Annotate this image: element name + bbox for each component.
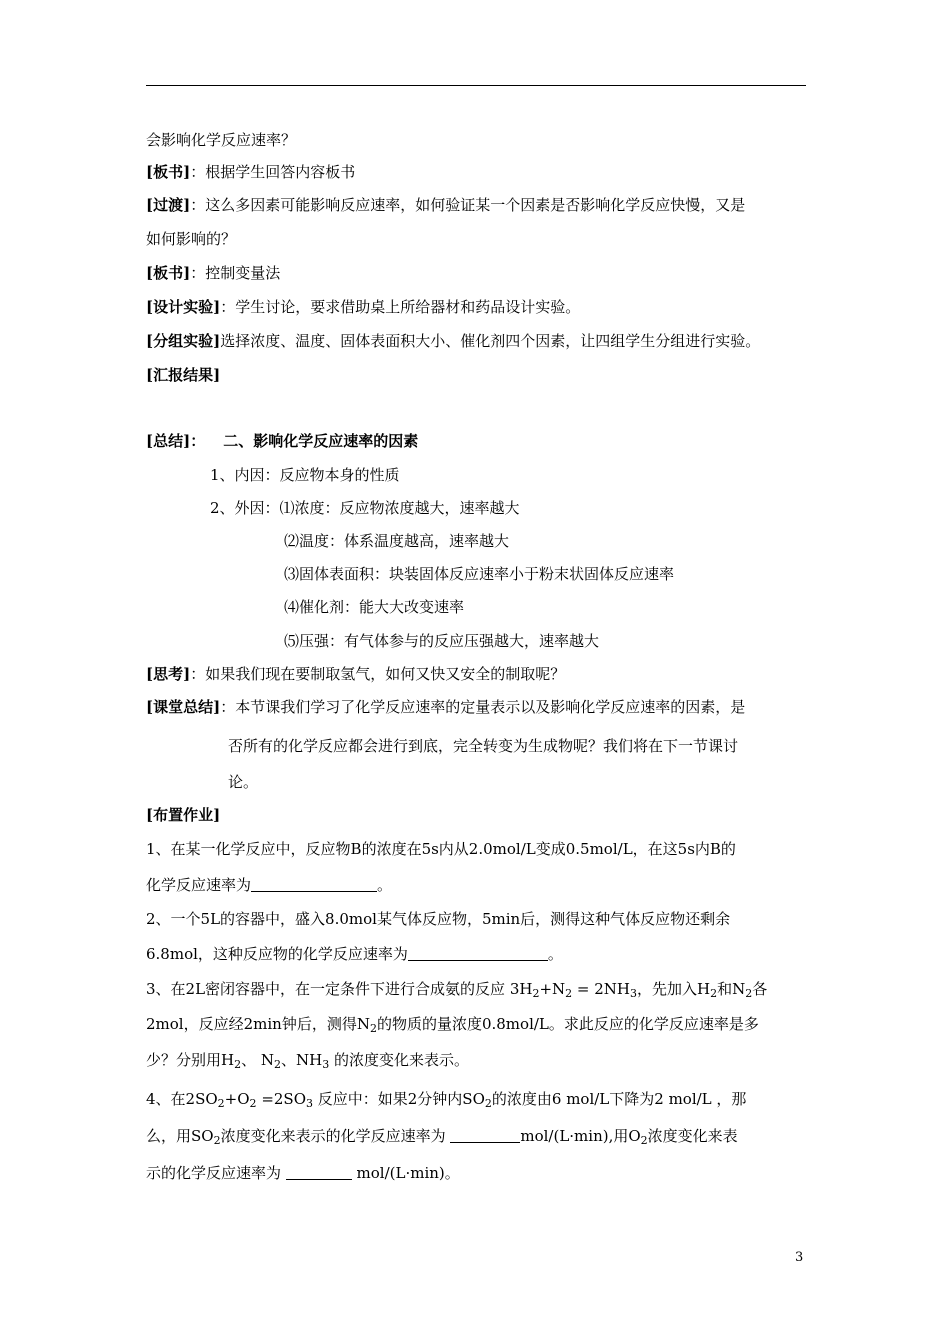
summary-item: 1、内因：反应物本身的性质 <box>210 466 400 484</box>
question-2: 2、一个5L的容器中，盛入8.0mol某气体反应物，5min后，测得这种气体反应物还剩余 <box>146 910 731 928</box>
question-4: 示的化学反应速率为 mol/(L·min)。 <box>146 1164 460 1182</box>
summary-item: ⑵温度：体系温度越高，速率越大 <box>284 532 510 550</box>
text-line: 否所有的化学反应都会进行到底，完全转变为生成物呢？我们将在下一节课讨 <box>228 737 739 755</box>
question-2: 6.8mol，这种反应物的化学反应速率为 。 <box>146 945 563 963</box>
text-line: 论。 <box>228 773 259 791</box>
text-line: 如何影响的？ <box>146 230 237 248</box>
tag-label: [思考] <box>146 665 191 683</box>
answer-blank <box>251 877 377 892</box>
text-line: 会影响化学反应速率？ <box>146 131 297 149</box>
question-4: 4、在$2SO_2+O_2 =2SO_3$ 反应中：如果2分钟内$SO_2$的浓度由6 mol/L下降为2 mol/L ，那 <box>146 1090 747 1110</box>
text-line: [板书]：根据学生回答内容板书 <box>146 163 356 181</box>
text-line: [思考]：如果我们现在要制取氢气，如何又快又安全的制取呢？ <box>146 665 566 683</box>
answer-blank <box>286 1165 352 1180</box>
question-1: 1、在某一化学反应中，反应物B的浓度在5s内从2.0mol/L变成0.5mol/L，在这5s内B的 <box>146 840 736 858</box>
text-line: [板书]：控制变量法 <box>146 264 281 282</box>
tag-label: [板书] <box>146 163 191 181</box>
text-line: [设计实验]：学生讨论，要求借助桌上所给器材和药品设计实验。 <box>146 298 581 316</box>
tag-label: [课堂总结] <box>146 698 221 716</box>
question-1: 化学反应速率为 。 <box>146 876 393 894</box>
summary-item: ⑷催化剂：能大大改变速率 <box>284 598 465 616</box>
answer-blank <box>450 1128 520 1143</box>
question-3: 少？分别用$H_2$、 $N_2$、$NH_3$ 的浓度变化来表示。 <box>146 1051 469 1071</box>
tag-label: [汇报结果] <box>146 366 221 384</box>
summary-heading: [总结]： 二、影响化学反应速率的因素 <box>146 432 419 450</box>
page-number: 3 <box>795 1250 804 1265</box>
tag-label: [分组实验] <box>146 332 221 350</box>
answer-blank <box>408 946 548 961</box>
summary-item: ⑶固体表面积：块装固体反应速率小于粉末状固体反应速率 <box>284 565 675 583</box>
question-3: 2mol，反应经2min钟后，测得$N_2$的物质的量浓度0.8mol/L。求此反应的化学反应速率是多 <box>146 1015 759 1035</box>
summary-item: 2、外因：⑴浓度：反应物浓度越大，速率越大 <box>210 499 520 517</box>
text-line: [分组实验]选择浓度、温度、固体表面积大小、催化剂四个因素，让四组学生分组进行实验。 <box>146 332 761 350</box>
tag-label: [设计实验] <box>146 298 221 316</box>
homework-heading: [布置作业] <box>146 806 221 824</box>
header-rule <box>146 85 806 86</box>
question-3: 3、在2L密闭容器中，在一定条件下进行合成氨的反应 $3H_2+N_2 = 2NH_3$，先加入$H_2$和$N_2$各 <box>146 980 768 1000</box>
question-4: 么，用$SO_2$浓度变化来表示的化学反应速率为 mol/(L·min),用$O_2$浓度变化来表 <box>146 1127 738 1147</box>
text-line: [课堂总结]：本节课我们学习了化学反应速率的定量表示以及影响化学反应速率的因素，是 <box>146 698 746 716</box>
summary-item: ⑸压强：有气体参与的反应压强越大，速率越大 <box>284 632 600 650</box>
text-line: [过渡]：这么多因素可能影响反应速率，如何验证某一个因素是否影响化学反应快慢，又是 <box>146 196 746 214</box>
tag-label: [板书] <box>146 264 191 282</box>
text-line <box>146 365 220 385</box>
tag-label: [过渡] <box>146 196 191 214</box>
